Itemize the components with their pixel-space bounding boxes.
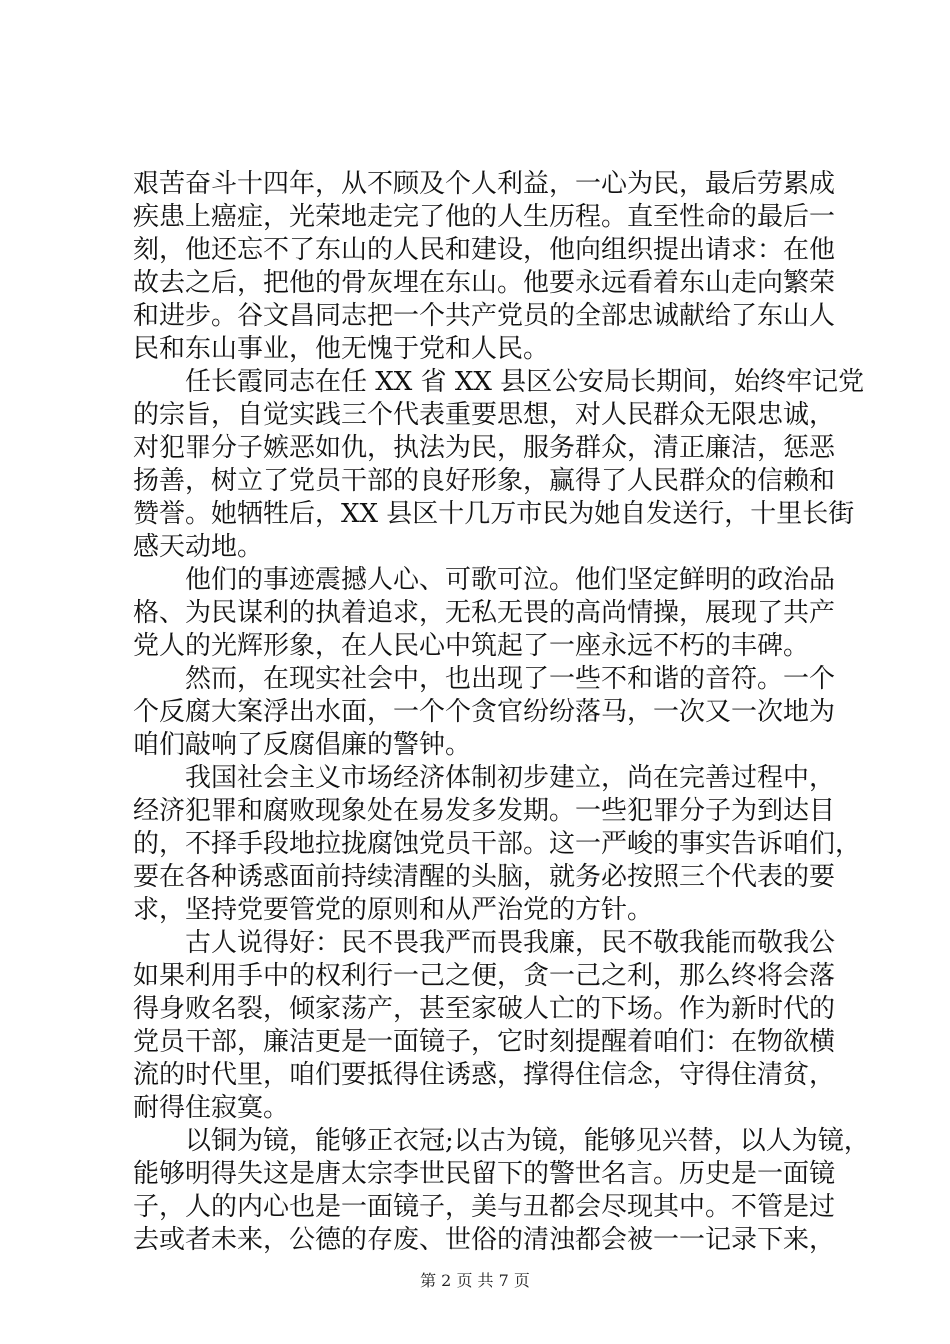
page-number-label: 第 2 页 共 7 页 [420,1271,530,1290]
text-line: 刻，他还忘不了东山的人民和建设，他向组织提出请求：在他 [133,235,836,265]
text-line: 对犯罪分子嫉恶如仇，执法为民，服务群众，清正廉洁，惩恶 [133,433,836,463]
text-line: 子，人的内心也是一面镜子，美与丑都会尽现其中。不管是过 [133,1192,836,1222]
text-line: 以铜为镜，能够正衣冠;以古为镜，能够见兴替，以人为镜， [185,1126,870,1156]
paragraph [133,762,862,927]
text-line: 能够明得失这是唐太宗李世民留下的警世名言。历史是一面镜 [133,1159,836,1189]
paragraph [133,366,865,564]
text-line: 党人的光辉形象，在人民心中筑起了一座永远不朽的丰碑。 [133,631,810,661]
paragraph [133,1125,870,1257]
text-line: 如果利用手中的权利行一己之便，贪一己之利，那么终将会落 [133,961,836,991]
text-line: 然而，在现实社会中，也出现了一些不和谐的音符。一个 [185,664,836,694]
paragraph [133,927,836,1125]
text-line: 感天动地。 [133,532,264,562]
text-line: 民和东山事业，他无愧于党和人民。 [133,334,550,364]
text-line: 艰苦奋斗十四年，从不顾及个人利益，一心为民，最后劳累成 [133,169,836,199]
text-line: 得身败名裂，倾家荡产，甚至家破人亡的下场。作为新时代的 [133,994,836,1024]
page-footer [0,1271,950,1291]
text-line: 要在各种诱惑面前持续清醒的头脑，就务必按照三个代表的要 [133,862,836,892]
text-line: 流的时代里，咱们要抵得住诱惑，撑得住信念，守得住清贫， [133,1060,836,1090]
text-line: 疾患上癌症，光荣地走完了他的人生历程。直至性命的最后一 [133,202,836,232]
text-line: 我国社会主义市场经济体制初步建立，尚在完善过程中， [185,763,836,793]
text-line: 的，不择手段地拉拢腐蚀党员干部。这一严峻的事实告诉咱们， [133,829,862,859]
text-line: 去或者未来，公德的存废、世俗的清浊都会被一一记录下来， [133,1225,836,1255]
paragraph [133,564,836,663]
text-line: 经济犯罪和腐败现象处在易发多发期。一些犯罪分子为到达目 [133,796,836,826]
text-line: 故去之后，把他的骨灰埋在东山。他要永远看着东山走向繁荣 [133,268,836,298]
text-line: 任长霞同志在任 XX 省 XX 县区公安局长期间，始终牢记党 [185,367,865,397]
text-line: 扬善，树立了党员干部的良好形象，赢得了人民群众的信赖和 [133,466,836,496]
text-line: 咱们敲响了反腐倡廉的警钟。 [133,730,472,760]
paragraph [133,663,836,762]
text-line: 格、为民谋利的执着追求，无私无畏的高尚情操，展现了共产 [133,598,836,628]
text-line: 求，坚持党要管党的原则和从严治党的方针。 [133,895,654,925]
text-line: 和进步。谷文昌同志把一个共产党员的全部忠诚献给了东山人 [133,301,836,331]
text-line: 古人说得好：民不畏我严而畏我廉，民不敬我能而敬我公 [185,928,836,958]
text-line: 耐得住寂寞。 [133,1093,290,1123]
text-line: 他们的事迹震撼人心、可歌可泣。他们坚定鲜明的政治品 [185,565,836,595]
text-line: 个反腐大案浮出水面，一个个贪官纷纷落马，一次又一次地为 [133,697,836,727]
document-body [133,168,870,1257]
text-line: 的宗旨，自觉实践三个代表重要思想，对人民群众无限忠诚， [133,400,836,430]
text-line: 赞誉。她牺牲后，XX 县区十几万市民为她自发送行，十里长街 [133,499,855,529]
text-line: 党员干部，廉洁更是一面镜子，它时刻提醒着咱们：在物欲横 [133,1027,836,1057]
paragraph [133,168,836,366]
